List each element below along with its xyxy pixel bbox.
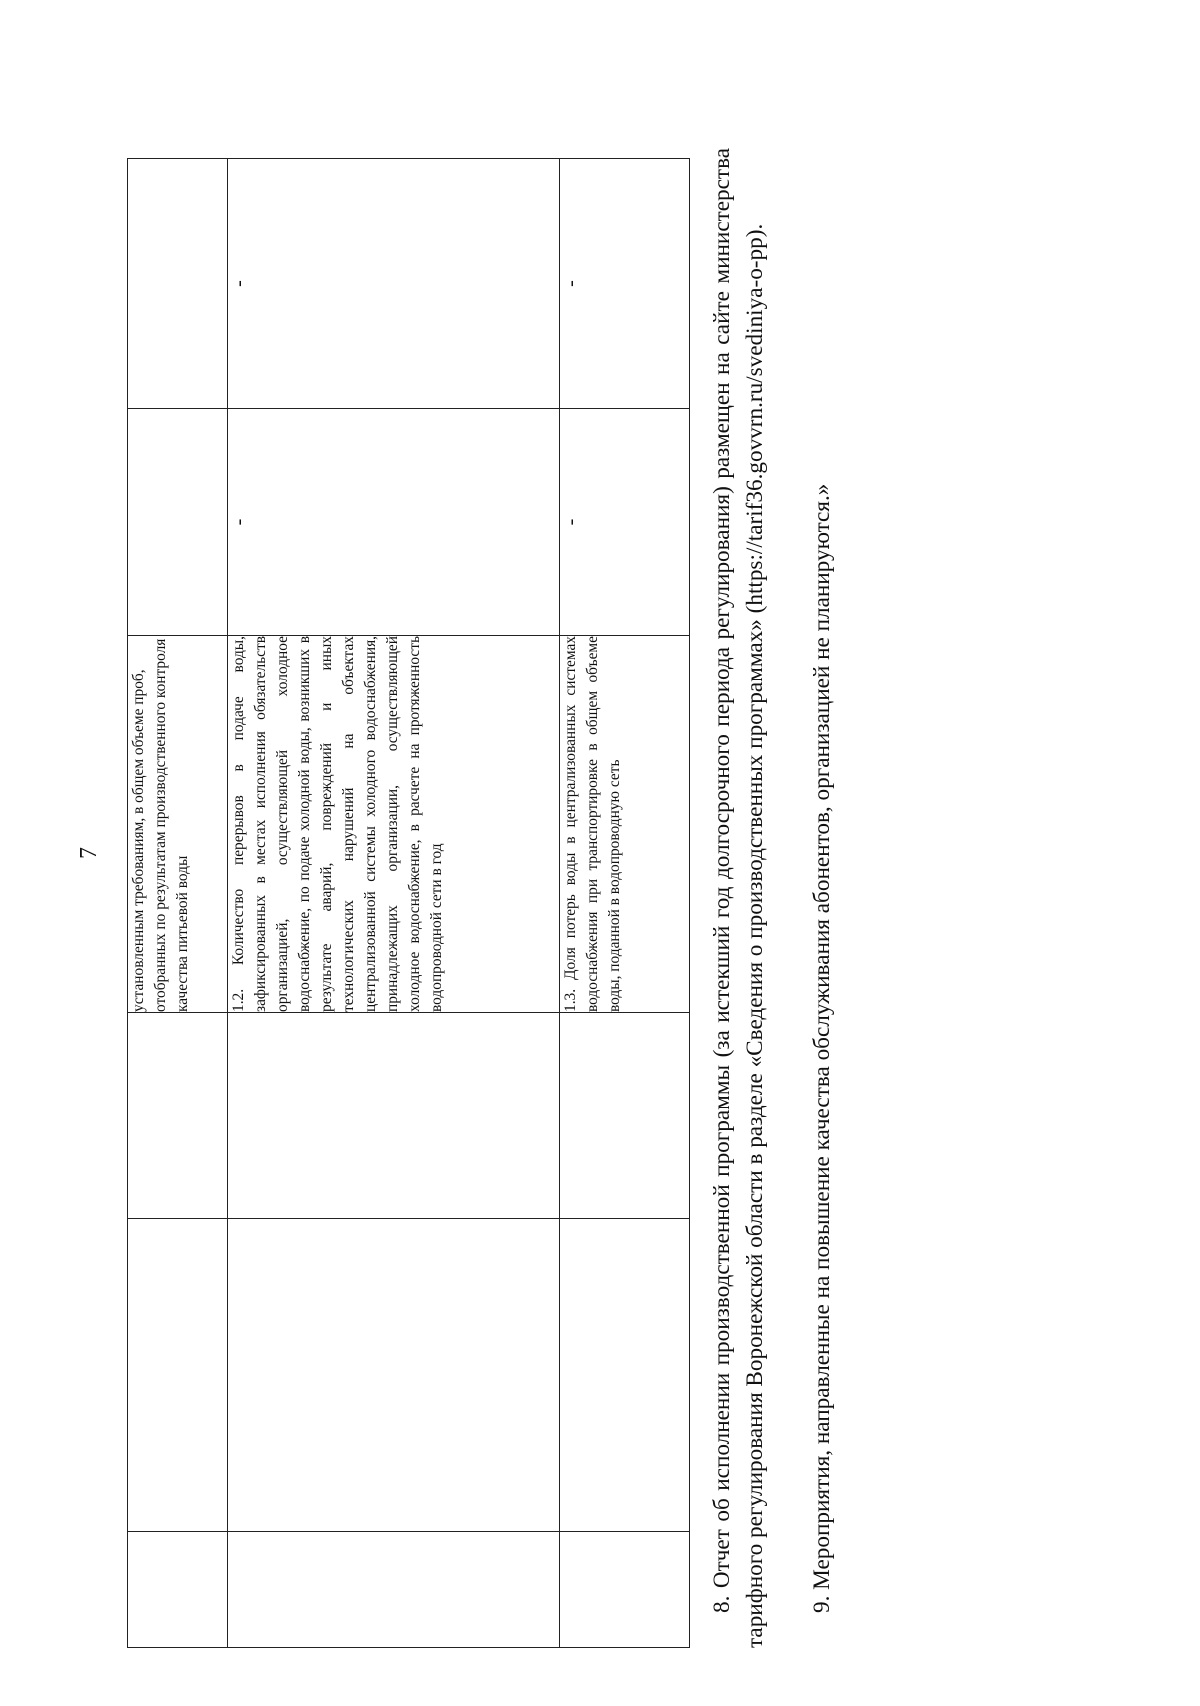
value-cell: -	[228, 159, 560, 409]
table-row	[128, 159, 228, 1648]
indicator-text-cell: 1.3. Доля потерь воды в централизованных системах водоснабжения при транспортировке в общем объеме воды, поданной в водопроводную сеть	[560, 636, 690, 1013]
table-cell	[128, 1532, 228, 1648]
table-cell	[128, 409, 228, 636]
table-cell	[560, 1532, 690, 1648]
indicators-table	[127, 158, 690, 1648]
table-row	[560, 159, 690, 1648]
indicator-text-cell: установленным требованиям, в общем объеме проб, отобранных по результатам производственного контроля качества питьевой воды	[128, 636, 228, 1013]
table-cell	[128, 1013, 228, 1219]
indicator-text-cell: 1.2. Количество перерывов в подаче воды, зафиксированных в местах исполнения обязательств организацией, осуществляющей холодное водоснабжение, по подаче холодной воды, возникших в результате аварий, повреждений и иных технологических нарушений на объектах централизованной системы холодного водоснабжения, принадлежащих организации, осуществляющей холодное водоснабжение, в расчете на протяженность водопроводной сети в год	[228, 636, 560, 1013]
table-cell	[228, 1013, 560, 1219]
value-cell: -	[228, 409, 560, 636]
value-cell: -	[560, 159, 690, 409]
page-number: 7	[76, 847, 102, 859]
paragraph-measures: 9. Мероприятия, направленные на повышение качества обслуживания абонентов, организацией не планируются.»	[809, 483, 835, 1613]
table-cell	[560, 1013, 690, 1219]
table-cell	[560, 1219, 690, 1532]
paragraph-report: 8. Отчет об исполнении производственной программы (за истекший год долгосрочного периода регулирования) размещен на сайте министерства тарифного регулирования Воронежской области в разделе «Сведения о производственных программах» (https://tarif36.govvrn.ru/svediniya-o-pp).	[709, 148, 768, 1648]
value-cell: -	[560, 409, 690, 636]
table-row	[228, 159, 560, 1648]
table-cell	[228, 1532, 560, 1648]
table-cell	[128, 1219, 228, 1532]
table-cell	[228, 1219, 560, 1532]
table-cell	[128, 159, 228, 409]
